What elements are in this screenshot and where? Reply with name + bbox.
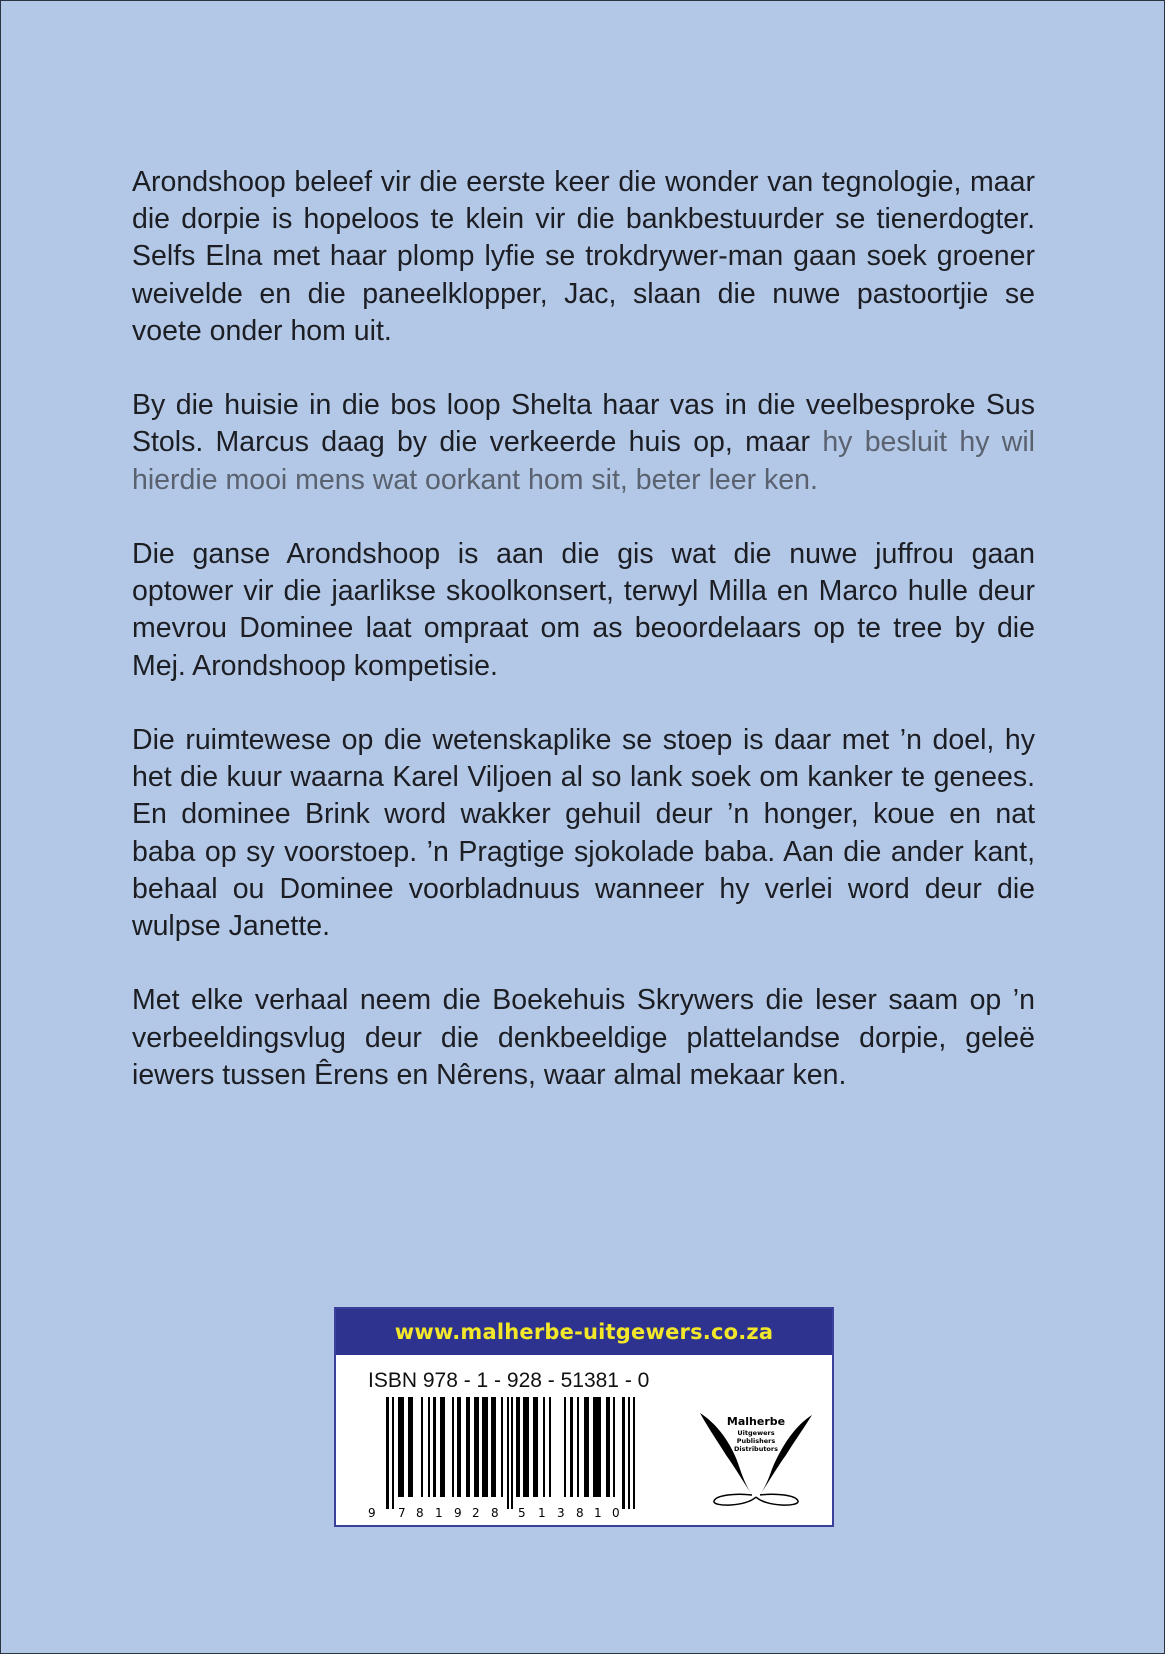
barcode-lead-digit: 9 [368,1506,376,1520]
svg-text:7: 7 [398,1506,406,1520]
blurb-paragraph-3: Die ganse Arondshoop is aan die gis wat die nuwe juffrou gaan optower vir die jaarlikse skoolkonsert, terwyl Milla en Marco hulle deur mevrou Dominee laat ompraat om as beoordelaars op te tree by die Mej. Arondshoop kompetisie. [132,538,1035,682]
svg-text:1: 1 [594,1506,602,1520]
svg-text:8: 8 [416,1506,424,1520]
svg-text:8: 8 [576,1506,584,1520]
blurb-paragraph-2-faded-text: hy besluit hy wil hierdie mooi mens wat oorkant hom sit, beter leer ken. [132,426,1035,496]
svg-text:3: 3 [557,1506,565,1520]
svg-text:Uitgewers: Uitgewers [737,1429,775,1437]
back-cover-blurb [132,164,1035,1131]
svg-text:1: 1 [538,1506,546,1520]
publisher-url[interactable]: www.malherbe-uitgewers.co.za [336,1309,832,1355]
svg-text:Distributors: Distributors [734,1445,778,1453]
barcode-icon [366,1397,676,1521]
svg-text:0: 0 [612,1506,620,1520]
logo-name: Malherbe [726,1415,786,1428]
blurb-paragraph-1: Arondshoop beleef vir die eerste keer die wonder van tegnologie, maar die dorpie is hopeloos te klein vir die bankbestuurder se tienerdogter. Selfs Elna met haar plomp lyfie se trokdrywer-man gaan soek groener weivelde en die paneelklopper, Jac, slaan die nuwe pastoortjie se voete onder hom uit. [132,166,1035,347]
crossed-quill-feathers-icon [696,1409,816,1509]
blurb-paragraph-4: Die ruimtewese op die wetenskaplike se stoep is daar met ’n doel, hy het die kuur waarna Karel Viljoen al so lank soek om kanker te genees. En dominee Brink word wakker gehuil deur ’n honger, koue en nat baba op sy voorstoep. ’n Pragtige sjokolade baba. Aan die ander kant, behaal ou Dominee voorbladnuus wanneer hy verlei word deur die wulpse Janette. [132,724,1035,943]
blurb-paragraph-2 [132,387,1035,499]
svg-text:8: 8 [491,1506,499,1520]
svg-text:9: 9 [454,1506,462,1520]
blurb-paragraph-5: Met elke verhaal neem die Boekehuis Skrywers die leser saam op ’n verbeeldingsvlug deur die denkbeeldige plattelandse dorpie, geleë iewers tussen Êrens en Nêrens, waar almal mekaar ken. [132,984,1035,1091]
publisher-isbn-box [334,1307,834,1527]
svg-text:1: 1 [435,1506,443,1520]
blurb-paragraph-2-text: By die huisie in die bos loop Shelta haar vas in die veelbesproke Sus Stols. Marcus daag by die verkeerde huis op, maar [132,389,1035,459]
svg-text:2: 2 [472,1506,480,1520]
svg-text:5: 5 [518,1506,526,1520]
isbn-label: ISBN 978 - 1 - 928 - 51381 - 0 [368,1369,650,1392]
svg-text:Publishers: Publishers [736,1437,776,1445]
